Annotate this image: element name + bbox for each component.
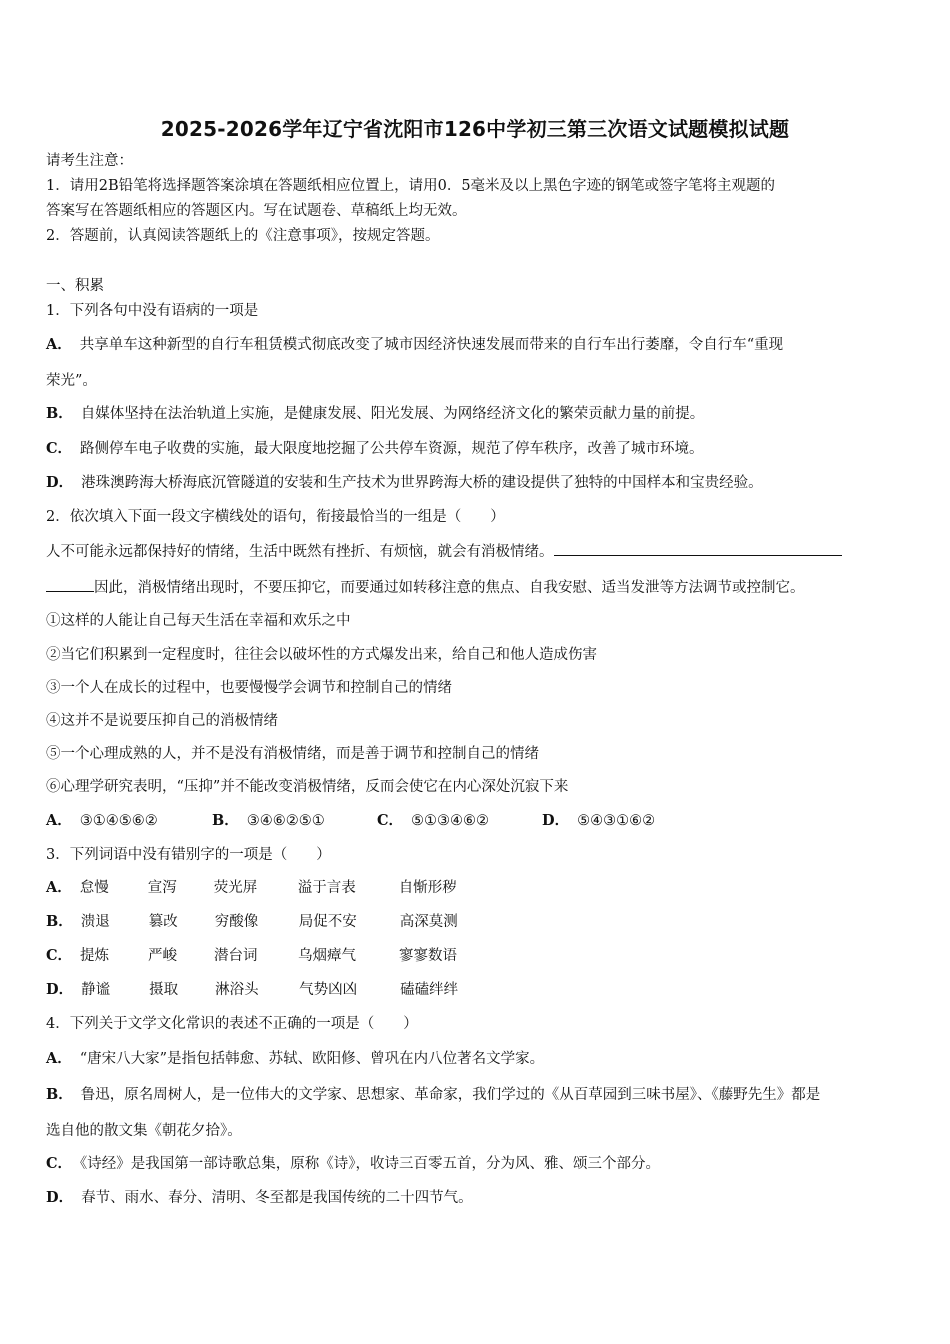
section-heading: 一、积累 xyxy=(46,278,104,294)
q2-sentence-6: ⑥心理学研究表明，“压抑”并不能改变消极情绪，反而会使它在内心深处沉寂下来 xyxy=(46,779,569,795)
passage-text: 人不可能永远都保持好的情绪，生活中既然有挫折、有烦恼，就会有消极情绪。 xyxy=(46,544,554,560)
option-text: 自媒体坚持在法治轨道上实施，是健康发展、阳光发展、为网络经济文化的繁荣贡献力量的前提。 xyxy=(80,406,705,422)
notice-heading: 请考生注意： xyxy=(46,153,133,169)
option-letter: A． xyxy=(46,336,72,353)
q1-stem: 1．下列各句中没有语病的一项是 xyxy=(46,303,259,319)
q2-stem: 2．依次填入下面一段文字横线处的语句，衔接最恰当的一组是（ ） xyxy=(46,509,505,525)
option-letter: B． xyxy=(46,405,73,422)
q2-sentence-5: ⑤一个心理成熟的人，并不是没有消极情绪，而是善于调节和控制自己的情绪 xyxy=(46,746,539,762)
word: 淋浴头 xyxy=(215,982,259,998)
option-letter: A． xyxy=(46,879,72,896)
option-letter: C． xyxy=(377,812,404,829)
page-title: 2025-2026学年辽宁省沈阳市126中学初三第三次语文试题模拟试题 xyxy=(160,117,790,141)
passage-text: 因此，消极情绪出现时，不要压抑它，而要通过如转移注意的焦点、自我安慰、适当发泄等方法调节或控制它。 xyxy=(94,580,805,596)
option-letter: D． xyxy=(46,474,74,491)
option-letter: D． xyxy=(542,812,570,829)
q2-passage-line-2 xyxy=(46,577,805,598)
option-text: 路侧停车电子收费的实施，最大限度地挖掘了公共停车资源，规范了停车秩序，改善了城市环境。 xyxy=(80,441,704,457)
word: 乌烟瘴气 xyxy=(298,948,357,964)
option-text: “唐宋八大家”是指包括韩愈、苏轼、欧阳修、曾巩在内八位著名文学家。 xyxy=(79,1051,545,1067)
option-text: 《诗经》是我国第一部诗歌总集，原称《诗》，收诗三百零五首，分为风、雅、颂三个部分。 xyxy=(80,1156,661,1172)
option-text: ⑤④③①⑥② xyxy=(577,813,656,829)
option-letter: C． xyxy=(46,440,73,457)
option-letter: C． xyxy=(46,947,73,964)
option-letter: B． xyxy=(46,913,73,930)
word: 穷酸像 xyxy=(214,914,259,930)
q3-row-b xyxy=(46,912,458,932)
q3-row-c xyxy=(46,946,457,966)
word: 磕磕绊绊 xyxy=(400,982,459,998)
notice-item-1-line-1: 1．请用2B铅笔将选择题答案涂填在答题纸相应位置上，请用0．5毫米及以上黑色字迹的钢笔或签字笔将主观题的 xyxy=(46,178,776,194)
q4-stem: 4．下列关于文学文化常识的表述不正确的一项是（ ） xyxy=(46,1016,418,1032)
q4-option-b xyxy=(46,1085,820,1105)
q4-option-c xyxy=(46,1154,660,1174)
notice-item-1-line-2: 答案写在答题纸相应的答题区内。写在试题卷、草稿纸上均无效。 xyxy=(46,203,467,219)
option-text: 共享单车这种新型的自行车租赁模式彻底改变了城市因经济快速发展而带来的自行车出行萎靡，令自行车“重现 xyxy=(79,337,784,353)
option-letter: B． xyxy=(46,1086,73,1103)
option-letter: C． xyxy=(46,1155,73,1172)
q4-option-d xyxy=(46,1188,473,1208)
q1-option-a-cont: 荣光”。 xyxy=(46,373,97,389)
q4-option-b-cont: 选自他的散文集《朝花夕拾》。 xyxy=(46,1123,242,1139)
notice-item-2: 2．答题前，认真阅读答题纸上的《注意事项》，按规定答题。 xyxy=(46,228,440,244)
q3-stem: 3．下列词语中没有错别字的一项是（ ） xyxy=(46,847,331,863)
option-letter: A． xyxy=(46,812,72,829)
q3-row-a xyxy=(46,878,457,898)
word: 寥寥数语 xyxy=(399,948,458,964)
option-text: ⑤①③④⑥② xyxy=(411,813,490,829)
q2-option-a xyxy=(46,811,212,831)
q2-sentence-4: ④这并不是说要压抑自己的消极情绪 xyxy=(46,713,278,729)
option-text: 港珠澳跨海大桥海底沉管隧道的安装和生产技术为世界跨海大桥的建设提供了独特的中国样本和宝贵经验。 xyxy=(81,475,763,491)
word: 潜台词 xyxy=(214,948,258,964)
option-letter: D． xyxy=(46,1189,74,1206)
q2-sentence-3: ③一个人在成长的过程中，也要慢慢学会调节和控制自己的情绪 xyxy=(46,680,452,696)
q2-option-b xyxy=(212,811,377,831)
q1-option-c xyxy=(46,439,704,459)
word: 摄取 xyxy=(149,982,179,998)
option-text: 鲁迅，原名周树人，是一位伟大的文学家、思想家、革命家，我们学过的《从百草园到三味书屋》、《藤野先生》都是 xyxy=(80,1087,821,1103)
word: 高深莫测 xyxy=(399,914,458,930)
q1-option-a xyxy=(46,335,783,355)
q2-sentence-2: ②当它们积累到一定程度时，往往会以破坏性的方式爆发出来，给自己和他人造成伤害 xyxy=(46,647,597,663)
option-text: 春节、雨水、春分、清明、冬至都是我国传统的二十四节气。 xyxy=(81,1190,473,1206)
word: 静谧 xyxy=(81,982,111,998)
q2-sentence-1: ①这样的人能让自己每天生活在幸福和欢乐之中 xyxy=(46,613,351,629)
word: 怠慢 xyxy=(79,880,109,896)
fill-blank xyxy=(554,541,842,556)
option-letter: B． xyxy=(212,812,239,829)
q1-option-d xyxy=(46,473,763,493)
word: 溃退 xyxy=(80,914,110,930)
word: 溢于言表 xyxy=(297,880,356,896)
word: 严峻 xyxy=(148,948,178,964)
q2-options xyxy=(46,811,655,831)
q4-option-a xyxy=(46,1049,544,1069)
option-text: ③①④⑤⑥② xyxy=(79,813,158,829)
word: 宣泻 xyxy=(147,880,177,896)
word: 气势凶凶 xyxy=(299,982,358,998)
option-letter: D． xyxy=(46,981,74,998)
option-letter: A． xyxy=(46,1050,72,1067)
word: 自惭形秽 xyxy=(398,880,457,896)
word: 提炼 xyxy=(80,948,110,964)
word: 荧光屏 xyxy=(213,880,258,896)
q1-option-b xyxy=(46,404,704,424)
q2-option-c xyxy=(377,811,542,831)
q2-option-d xyxy=(542,811,655,831)
fill-blank xyxy=(46,577,94,592)
option-text: ③④⑥②⑤① xyxy=(246,813,325,829)
word: 篡改 xyxy=(148,914,178,930)
q2-passage-line-1 xyxy=(46,541,842,562)
word: 局促不安 xyxy=(298,914,357,930)
q3-row-d xyxy=(46,980,458,1000)
